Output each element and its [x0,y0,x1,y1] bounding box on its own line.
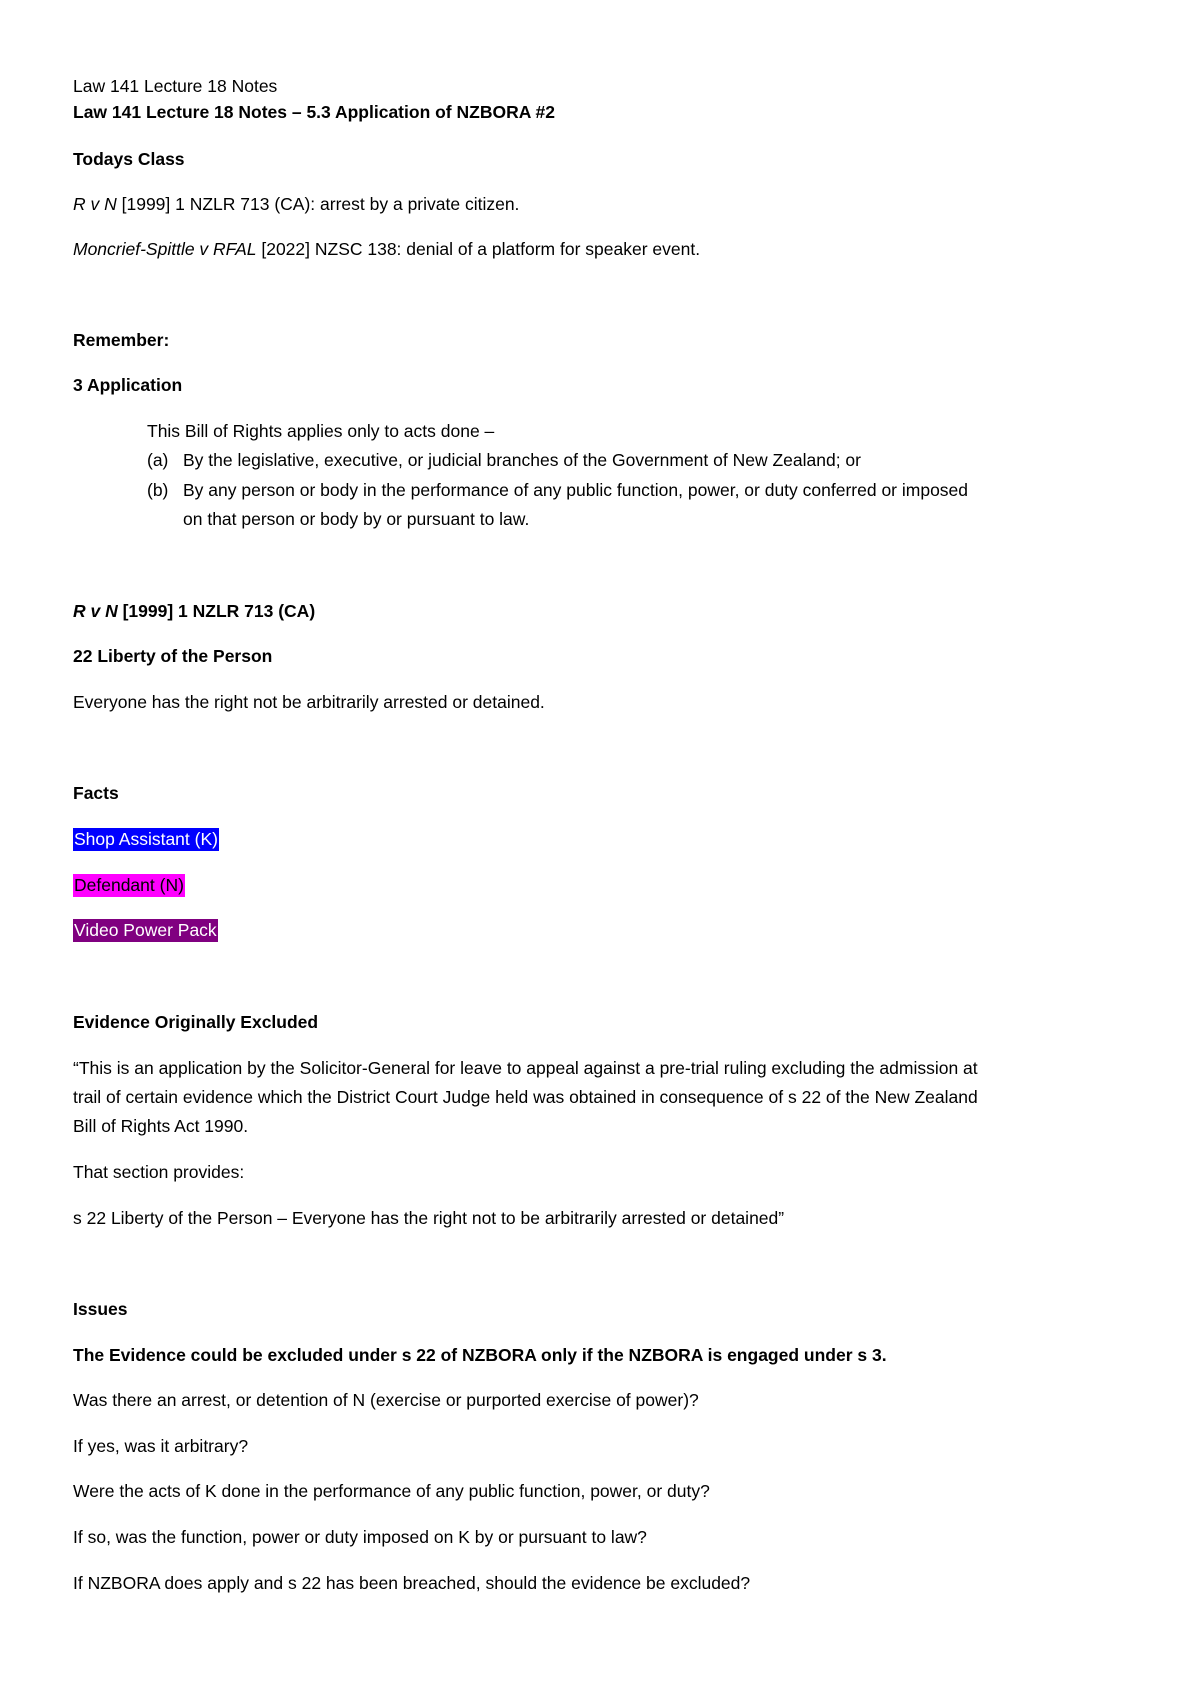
facts-heading: Facts [73,783,119,803]
issues-heading: Issues [73,1299,128,1319]
case-name: R v N [73,601,118,621]
evidence-quote-line: trail of certain evidence which the District Court Judge held was obtained in consequence of s 22 of the New Zealand [73,1087,978,1107]
case-line-rvn [73,193,519,215]
item-b-label: (b) [147,480,169,500]
party-defendant [73,874,185,896]
issue-question: If NZBORA does apply and s 22 has been breached, should the evidence be excluded? [73,1573,751,1593]
issue-question: Was there an arrest, or detention of N (exercise or purported exercise of power)? [73,1390,699,1410]
section-22-heading: 22 Liberty of the Person [73,646,273,666]
item-a-text: By the legislative, executive, or judicial branches of the Government of New Zealand; or [183,450,861,470]
issue-question: Were the acts of K done in the performance of any public function, power, or duty? [73,1481,710,1501]
section-3-heading: 3 Application [73,375,183,395]
evidence-quote-line: “This is an application by the Solicitor-General for leave to appeal against a pre-trial ruling excluding the admission at [73,1058,978,1078]
todays-class-heading: Todays Class [73,149,185,169]
section-22-text: Everyone has the right not be arbitrarily arrested or detained. [73,692,545,712]
item-a-label: (a) [147,450,169,470]
remember-heading: Remember: [73,330,170,350]
section-3-intro: This Bill of Rights applies only to acts done – [147,421,495,441]
issue-question: If yes, was it arbitrary? [73,1436,249,1456]
running-header: Law 141 Lecture 18 Notes [73,76,278,96]
case-heading-rvn [73,600,315,622]
highlight-defendant: Defendant (N) [74,875,184,895]
case-citation: [1999] 1 NZLR 713 (CA): arrest by a private citizen. [116,194,520,214]
party-shop-assistant [73,828,219,850]
section-provides-text: That section provides: [73,1162,245,1182]
evidence-quote-line: Bill of Rights Act 1990. [73,1116,249,1136]
case-name: Moncrief-Spittle v RFAL [73,239,257,259]
evidence-heading: Evidence Originally Excluded [73,1012,319,1032]
s22-quote: s 22 Liberty of the Person – Everyone has the right not to be arbitrarily arrested or detained” [73,1208,785,1228]
case-line-moncrief [73,238,700,260]
issues-lead: The Evidence could be excluded under s 22 of NZBORA only if the NZBORA is engaged under s 3. [73,1345,887,1365]
case-citation: [2022] NZSC 138: denial of a platform for speaker event. [256,239,701,259]
party-video-power-pack [73,919,218,941]
highlight-shop-assistant: Shop Assistant (K) [74,829,218,849]
item-b-continued: on that person or body by or pursuant to law. [183,509,530,529]
case-citation: [1999] 1 NZLR 713 (CA) [117,601,316,621]
item-b-text: By any person or body in the performance of any public function, power, or duty conferred or imposed [183,480,969,500]
highlight-video-power-pack: Video Power Pack [74,920,217,940]
case-name: R v N [73,194,117,214]
issue-question: If so, was the function, power or duty imposed on K by or pursuant to law? [73,1527,647,1547]
page-title: Law 141 Lecture 18 Notes – 5.3 Application of NZBORA #2 [73,102,556,122]
